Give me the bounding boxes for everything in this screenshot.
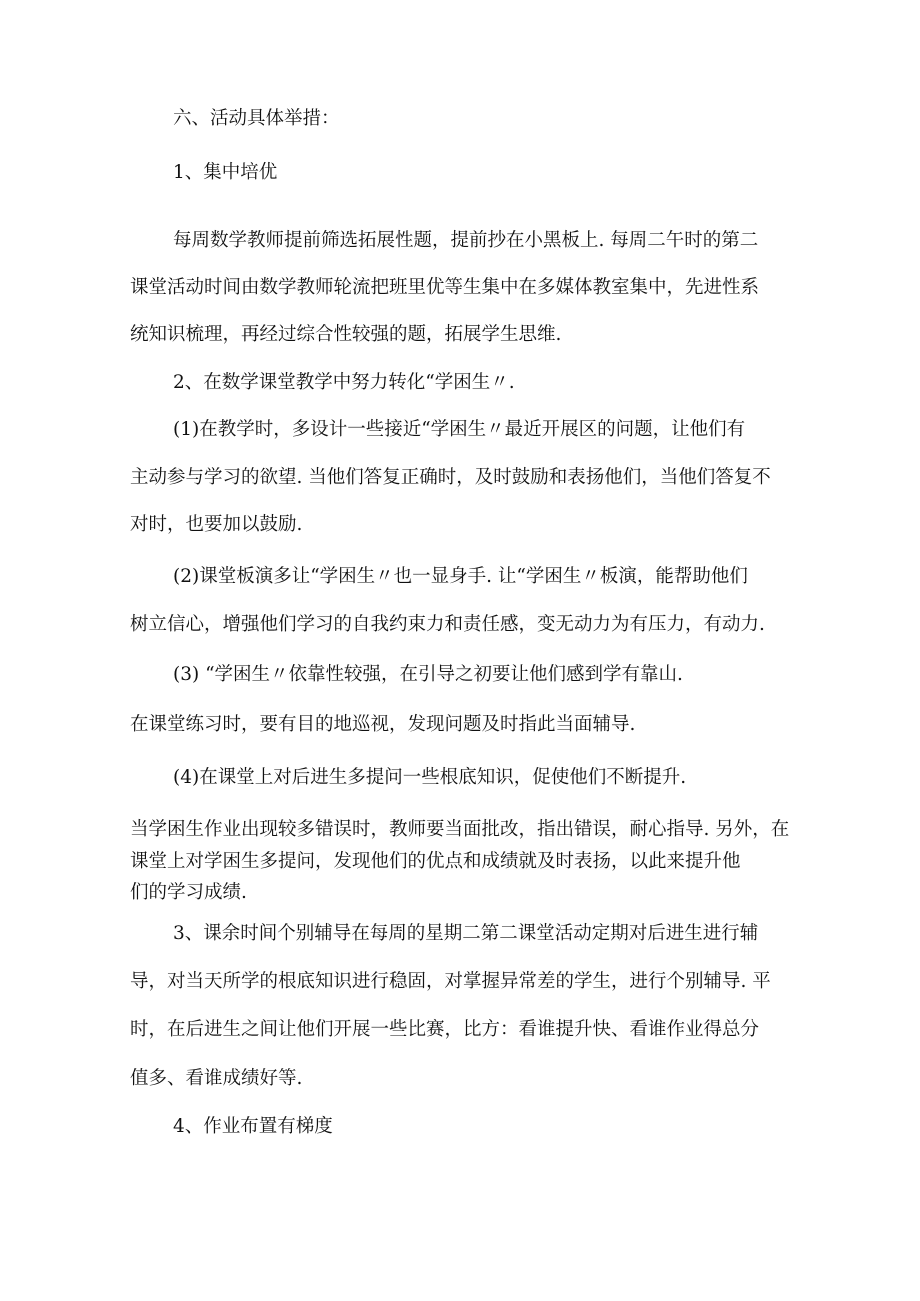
paragraph-line: (1)在教学时，多设计一些接近“学困生〃最近开展区的问题，让他们有 (173, 419, 746, 440)
item-heading: 2、在数学课堂教学中努力转化“学困生〃. (173, 372, 515, 393)
paragraph-line: 时，在后进生之间让他们开展一些比赛，比方：看谁提升快、看谁作业得总分 (130, 1019, 760, 1040)
item-heading: 1、集中培优 (173, 162, 278, 183)
section-heading: 六、活动具体举措： (173, 108, 340, 129)
item-heading: 4、作业布置有梯度 (173, 1116, 333, 1137)
paragraph-line: 课堂活动时间由数学教师轮流把班里优等生集中在多媒体教室集中，先进性系 (130, 277, 760, 298)
paragraph-line: 主动参与学习的欲望. 当他们答复正确时，及时鼓励和表扬他们，当他们答复不 (130, 467, 771, 488)
paragraph-line: (4)在课堂上对后进生多提问一些根底知识，促使他们不断提升. (173, 767, 687, 788)
paragraph-line: (3) “学困生〃依靠性较强，在引导之初要让他们感到学有靠山. (173, 664, 683, 685)
paragraph-line: 当学困生作业出现较多错误时，教师要当面批改，指出错误，耐心指导. 另外，在 (130, 819, 790, 840)
paragraph-line: 导，对当天所学的根底知识进行稳固，对掌握异常差的学生，进行个别辅导. 平 (130, 971, 771, 992)
paragraph-line: 树立信心，增强他们学习的自我约束力和责任感，变无动力为有压力，有动力. (130, 614, 765, 635)
paragraph-line: 每周数学教师提前筛选拓展性题，提前抄在小黑板上. 每周二午时的第二 (173, 230, 759, 251)
paragraph-line: (2)课堂板演多让“学困生〃也一显身手. 让“学困生〃板演，能帮助他们 (173, 566, 748, 587)
paragraph-line: 3、课余时间个别辅导在每周的星期二第二课堂活动定期对后进生进行辅 (173, 923, 759, 944)
paragraph-line: 们的学习成绩. (130, 882, 247, 903)
paragraph-line: 在课堂练习时，要有目的地巡视，发现问题及时指此当面辅导. (130, 714, 636, 735)
paragraph-line: 统知识梳理，再经过综合性较强的题，拓展学生思维. (130, 324, 562, 345)
paragraph-line: 值多、看谁成绩好等. (130, 1068, 303, 1089)
paragraph-line: 对时，也要加以鼓励. (130, 514, 303, 535)
paragraph-line: 课堂上对学困生多提问，发现他们的优点和成绩就及时表扬，以此来提升他 (130, 851, 741, 872)
